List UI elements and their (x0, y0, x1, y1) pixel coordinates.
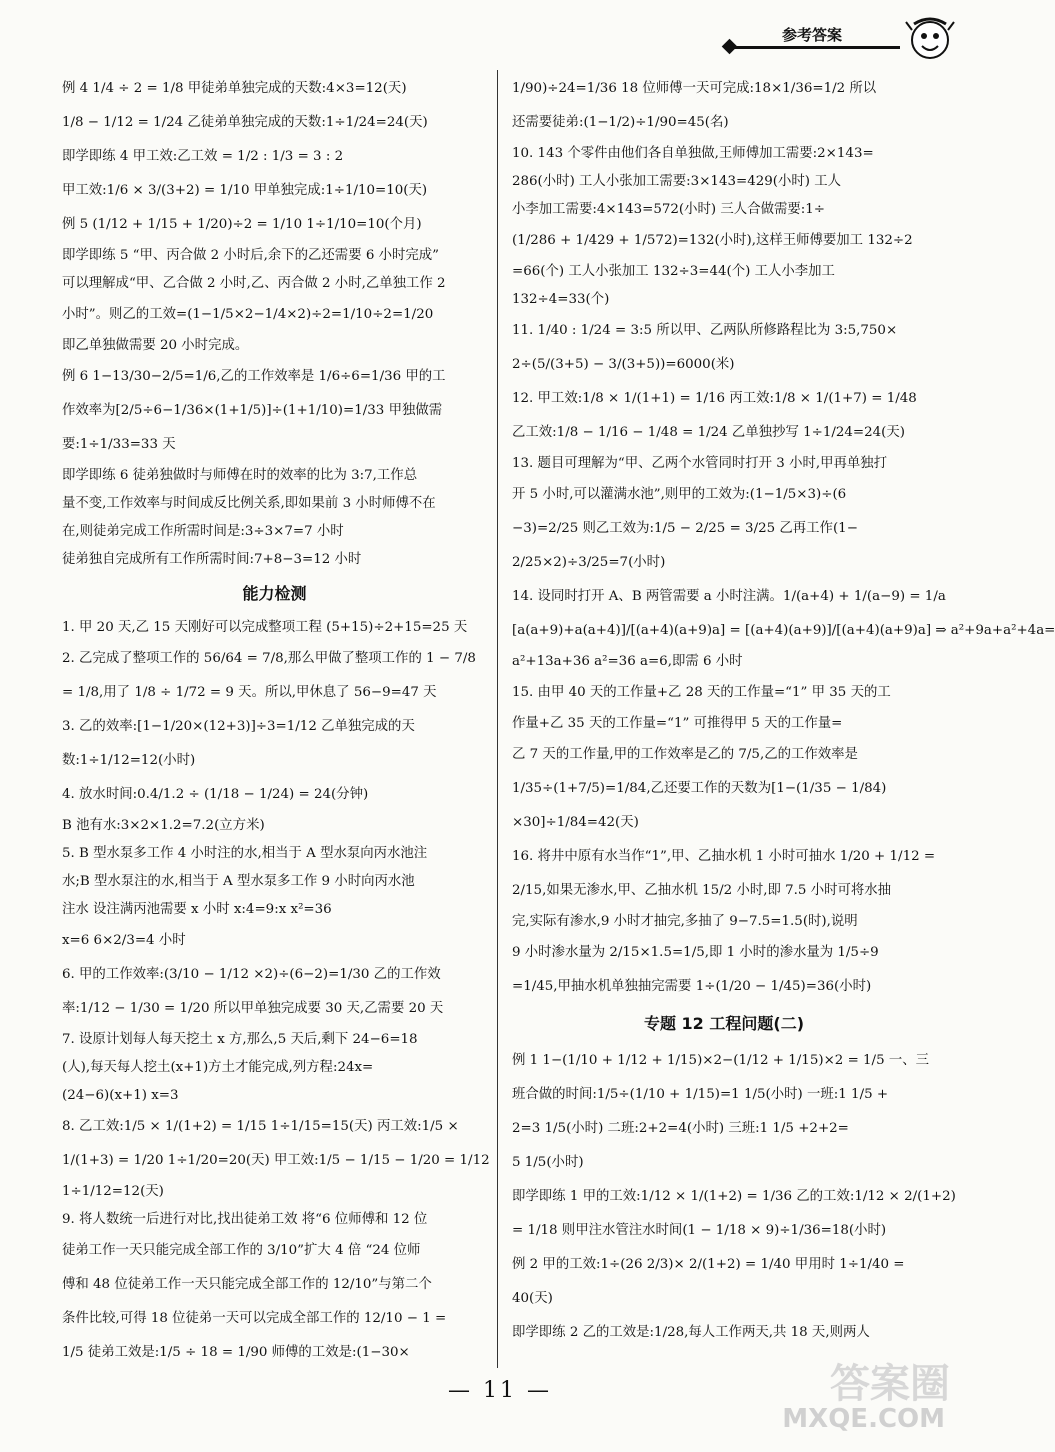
text-line: −3)=2/25 则乙工效为:1/5 − 2/25 = 3/25 乙再工作(1− (512, 521, 858, 536)
text-line: 2. 乙完成了整项工作的 56/64 = 7/8,那么甲做了整项工作的 1 − 7/8 (62, 651, 476, 666)
text-line: 5 1/5(小时) (512, 1155, 584, 1170)
text-line: x=6 6×2/3=4 小时 (62, 933, 186, 948)
text-line: 即学即练 4 甲工效:乙工效 = 1/2 : 1/3 = 3 : 2 (62, 149, 344, 164)
text-line: 2=3 1/5(小时) 二班:2+2=4(小时) 三班:1 1/5 +2+2= (512, 1121, 849, 1136)
text-line: 1/35÷(1+7/5)=1/84,乙还要工作的天数为[1−(1/35 − 1/84) (512, 781, 887, 796)
text-line: 4. 放水时间:0.4/1.2 ÷ (1/18 − 1/24) = 24(分钟) (62, 787, 369, 802)
page-header (730, 22, 960, 62)
text-line: 作效率为[2/5÷6−1/36×(1+1/5)]÷(1+1/10)=1/33 甲独做需 (62, 403, 443, 418)
text-line: 还需要徒弟:(1−1/2)÷1/90=45(名) (512, 115, 729, 130)
text-line: 即乙单独做需要 20 小时完成。 (62, 338, 249, 353)
watermark (782, 1352, 970, 1442)
text-line: 5. B 型水泵多工作 4 小时注的水,相当于 A 型水泵向丙水池注 (62, 846, 428, 861)
text-line: =1/45,甲抽水机单独抽完需要 1÷(1/20 − 1/45)=36(小时) (512, 979, 872, 994)
text-line: 例 4 1/4 ÷ 2 = 1/8 甲徒弟单独完成的天数:4×3=12(天) (62, 81, 407, 96)
text-line: 7. 设原计划每人每天挖土 x 方,那么,5 天后,剩下 24−6=18 (62, 1032, 418, 1047)
text-line: (24−6)(x+1) x=3 (62, 1088, 179, 1103)
text-line: 1/5 徒弟工效是:1/5 ÷ 18 = 1/90 师傅的工效是:(1−30× (62, 1345, 410, 1360)
text-line: 甲工效:1/6 × 3/(3+2) = 1/10 甲单独完成:1÷1/10=10(天) (62, 183, 428, 198)
cartoon-mascot-icon (904, 16, 956, 64)
text-line: = 1/8,用了 1/8 ÷ 1/72 = 9 天。所以,甲休息了 56−9=47 天 (62, 685, 437, 700)
text-line: (人),每天每人挖土(x+1)方土才能完成,列方程:24x= (62, 1060, 374, 1075)
text-line: 14. 设同时打开 A、B 两管需要 a 小时注满。1/(a+4) + 1/(a−9) = 1/a (512, 589, 946, 604)
text-line: 9 小时渗水量为 2/15×1.5=1/5,即 1 小时的渗水量为 1/5÷9 (512, 945, 879, 960)
text-line: B 池有水:3×2×1.2=7.2(立方米) (62, 818, 265, 833)
watermark-url: MXQE.COM (782, 1404, 945, 1434)
text-line: 13. 题目可理解为“甲、乙两个水管同时打开 3 小时,甲再单独打 (512, 456, 888, 471)
text-line: 6. 甲的工作效率:(3/10 − 1/12 ×2)÷(6−2)=1/30 乙的工作效 (62, 967, 441, 982)
text-line: 1/90)÷24=1/36 18 位师傅一天可完成:18×1/36=1/2 所以 (512, 81, 877, 96)
text-line: 量不变,工作效率与时间成反比例关系,即如果前 3 小时师傅不在 (62, 496, 436, 511)
text-line: 11. 1/40 : 1/24 = 3:5 所以甲、乙两队所修路程比为 3:5,750× (512, 323, 898, 338)
text-line: a²+13a+36 a²=36 a=6,即需 6 小时 (512, 654, 743, 669)
text-line: 132÷4=33(个) (512, 292, 610, 307)
header-rule (730, 46, 900, 49)
text-line: 小李加工需要:4×143=572(小时) 三人合做需要:1÷ (512, 202, 826, 217)
text-line: 8. 乙工效:1/5 × 1/(1+2) = 1/15 1÷1/15=15(天) 丙工效:1/5 × (62, 1119, 459, 1134)
text-line: 徒弟独自完成所有工作所需时间:7+8−3=12 小时 (62, 552, 362, 567)
text-line: 12. 甲工效:1/8 × 1/(1+1) = 1/16 丙工效:1/8 × 1/(1+7) = 1/48 (512, 391, 917, 406)
text-line: 小时”。则乙的工效=(1−1/5×2−1/4×2)÷2=1/10÷2=1/20 (62, 307, 434, 322)
text-line: 乙工效:1/8 − 1/16 − 1/48 = 1/24 乙单独抄写 1÷1/24=24(天) (512, 425, 906, 440)
text-line: 15. 由甲 40 天的工作量+乙 28 天的工作量=“1” 甲 35 天的工 (512, 685, 891, 700)
text-line: 3. 乙的效率:[1−1/20×(12+3)]÷3=1/12 乙单独完成的天 (62, 719, 415, 734)
text-line: 傅和 48 位徒弟工作一天只能完成全部工作的 12/10”与第二个 (62, 1277, 432, 1292)
page-footer: — 11 — (448, 1378, 552, 1403)
text-line: 286(小时) 工人小张加工需要:3×143=429(小时) 工人 (512, 174, 842, 189)
text-line: 要:1÷1/33=33 天 (62, 437, 176, 452)
text-line: 1. 甲 20 天,乙 15 天刚好可以完成整项工程 (5+15)÷2+15=25 天 (62, 620, 468, 635)
text-line: 例 5 (1/12 + 1/15 + 1/20)÷2 = 1/10 1÷1/10=10(个月) (62, 217, 422, 232)
text-line: 即学即练 2 乙的工效是:1/28,每人工作两天,共 18 天,则两人 (512, 1325, 870, 1340)
text-line: 2/15,如果无渗水,甲、乙抽水机 15/2 小时,即 7.5 小时可将水抽 (512, 883, 892, 898)
text-line: 2/25×2)÷3/25=7(小时) (512, 555, 666, 570)
text-line: 1/8 − 1/12 = 1/24 乙徒弟单独完成的天数:1÷1/24=24(天) (62, 115, 428, 130)
section-heading: 专题 12 工程问题(二) (643, 1014, 805, 1033)
text-line: 开 5 小时,可以灌满水池”,则甲的工效为:(1−1/5×3)÷(6 (512, 487, 847, 502)
text-line: 完,实际有渗水,9 小时才抽完,多抽了 9−7.5=1.5(时),说明 (512, 914, 858, 929)
text-line: 例 2 甲的工效:1÷(26 2/3)× 2/(1+2) = 1/40 甲用时 1÷1/40 = (512, 1257, 905, 1272)
text-line: ×30]÷1/84=42(天) (512, 815, 639, 830)
text-line: 注水 设注满丙池需要 x 小时 x:4=9:x x²=36 (62, 902, 332, 917)
text-line: 水;B 型水泵注的水,相当于 A 型水泵多工作 9 小时向丙水池 (62, 874, 415, 889)
text-line: 例 1 1−(1/10 + 1/12 + 1/15)×2−(1/12 + 1/15)×2 = 1/5 一、三 (512, 1053, 930, 1068)
text-line: 乙 7 天的工作量,甲的工作效率是乙的 7/5,乙的工作效率是 (512, 747, 858, 762)
text-line: 即学即练 6 徒弟独做时与师傅在时的效率的比为 3:7,工作总 (62, 468, 418, 483)
text-line: =66(个) 工人小张加工 132÷3=44(个) 工人小李加工 (512, 264, 835, 279)
text-line: = 1/18 则甲注水管注水时间(1 − 1/18 × 9)÷1/36=18(小时) (512, 1223, 887, 1238)
right-column (512, 72, 1055, 1350)
text-line: 例 6 1−13/30−2/5=1/6,乙的工作效率是 1/6÷6=1/36 甲的工 (62, 369, 446, 384)
text-line: 1/(1+3) = 1/20 1÷1/20=20(天) 甲工效:1/5 − 1/15 − 1/20 = 1/12 (62, 1153, 490, 1168)
text-line: 徒弟工作一天只能完成全部工作的 3/10”扩大 4 倍 “24 位师 (62, 1243, 421, 1258)
left-column (62, 72, 490, 1370)
text-line: 即学即练 5 “甲、丙合做 2 小时后,余下的乙还需要 6 小时完成” (62, 248, 440, 263)
text-line: (1/286 + 1/429 + 1/572)=132(小时),这样王师傅要加工 132÷2 (512, 233, 913, 248)
text-line: 率:1/12 − 1/30 = 1/20 所以甲单独完成要 30 天,乙需要 20 天 (62, 1001, 444, 1016)
text-line: 可以理解成“甲、乙合做 2 小时,乙、丙合做 2 小时,乙单独工作 2 (62, 276, 446, 291)
text-line: 16. 将井中原有水当作“1”,甲、乙抽水机 1 小时可抽水 1/20 + 1/12 = (512, 849, 936, 864)
text-line: 作量+乙 35 天的工作量=“1” 可推得甲 5 天的工作量= (512, 716, 843, 731)
text-line: 9. 将人数统一后进行对比,找出徒弟工效 将“6 位师傅和 12 位 (62, 1212, 428, 1227)
text-line: 数:1÷1/12=12(小时) (62, 753, 196, 768)
page-number: 11 (483, 1378, 517, 1403)
text-line: 1÷1/12=12(天) (62, 1184, 164, 1199)
text-line: 2÷(5/(3+5) − 3/(3+5))=6000(米) (512, 357, 735, 372)
text-line: 40(天) (512, 1291, 553, 1306)
text-line: 10. 143 个零件由他们各自单独做,王师傅加工需要:2×143= (512, 146, 874, 161)
header-title: 参考答案 (782, 26, 843, 44)
text-line: [a(a+9)+a(a+4)]/[(a+4)(a+9)a] = [(a+4)(a+9)]/[(a+4)(a+9)a] ⇒ a²+9a+a²+4a= (512, 623, 1055, 638)
text-line: 在,则徒弟完成工作所需时间是:3÷3×7=7 小时 (62, 524, 344, 539)
watermark-logo-text: 答案圈 (830, 1361, 950, 1407)
text-line: 班合做的时间:1/5÷(1/10 + 1/15)=1 1/5(小时) 一班:1 1/5 + (512, 1087, 889, 1102)
text-line: 条件比较,可得 18 位徒弟一天可以完成全部工作的 12/10 − 1 = (62, 1311, 447, 1326)
column-divider (497, 70, 498, 1368)
section-heading: 能力检测 (242, 584, 307, 603)
text-line: 即学即练 1 甲的工效:1/12 × 1/(1+2) = 1/36 乙的工效:1/12 × 2/(1+2) (512, 1189, 956, 1204)
header-diamond-icon (722, 39, 738, 55)
